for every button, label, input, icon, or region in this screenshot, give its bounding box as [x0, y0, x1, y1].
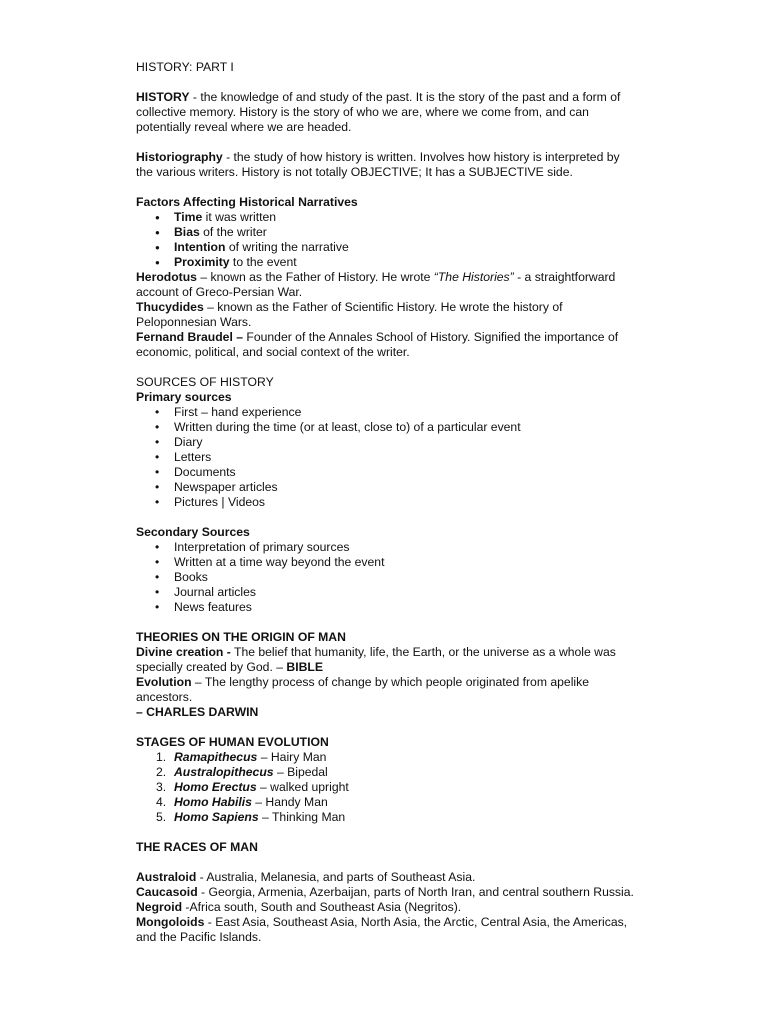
divine-text: The belief that humanity, life, the Earth, or the universe as a whole was specially created by God. – — [136, 645, 616, 674]
factor-text: of the writer — [199, 225, 267, 239]
stage-desc: – walked upright — [256, 780, 349, 794]
stage-desc: – Handy Man — [251, 795, 328, 809]
document-body — [136, 60, 636, 945]
race-name: Australoid — [136, 870, 197, 884]
stage-name: Homo Habilis — [174, 795, 252, 809]
stage-desc: – Hairy Man — [257, 750, 327, 764]
list-item: • Books — [136, 570, 636, 585]
historian-braudel — [136, 330, 636, 360]
historiography-term: Historiography — [136, 150, 223, 164]
factor-text: to the event — [229, 255, 297, 269]
list-item: • Journal articles — [136, 585, 636, 600]
list-item: • Diary — [136, 435, 636, 450]
history-term: HISTORY — [136, 90, 190, 104]
historian-text: Founder of the Annales School of History. Signified the importance of economic, political, and social context of the writer. — [136, 330, 619, 359]
historiography-definition — [136, 150, 636, 180]
divine-creation-definition — [136, 645, 636, 675]
list-item: • Written at a time way beyond the event — [136, 555, 636, 570]
factors-list — [136, 210, 636, 270]
race-caucasoid — [136, 885, 636, 900]
stage-desc: – Bipedal — [273, 765, 328, 779]
list-item: • News features — [136, 600, 636, 615]
race-desc: - Australia, Melanesia, and parts of Southeast Asia. — [196, 870, 476, 884]
race-negroid — [136, 900, 636, 915]
factor-term: Bias — [174, 225, 200, 239]
list-item — [136, 765, 636, 780]
list-item: • Documents — [136, 465, 636, 480]
list-number: 5. — [156, 810, 167, 824]
races-heading: THE RACES OF MAN — [136, 840, 258, 854]
list-item — [136, 750, 636, 765]
list-item — [136, 780, 636, 795]
evolution-text: – The lengthy process of change by which people originated from apelike ancestors. — [136, 675, 589, 704]
race-name: Negroid — [136, 900, 183, 914]
historian-text: – known as the Father of Scientific History. He wrote the history of Peloponnesian Wars. — [136, 300, 563, 329]
list-number: 2. — [156, 765, 167, 779]
historian-name: Thucydides — [136, 300, 204, 314]
race-desc: -Africa south, South and Southeast Asia (Negritos). — [182, 900, 462, 914]
stage-name: Homo Erectus — [174, 780, 257, 794]
list-item — [136, 795, 636, 810]
evolution-source: – CHARLES DARWIN — [136, 705, 259, 719]
factor-text: of writing the narrative — [225, 240, 349, 254]
list-item: • Pictures | Videos — [136, 495, 636, 510]
theories-heading: THEORIES ON THE ORIGIN OF MAN — [136, 630, 346, 644]
secondary-sources-list — [136, 540, 636, 615]
historian-text: - a straightforward account of Greco-Persian War. — [136, 270, 616, 299]
list-item — [136, 240, 636, 255]
list-item — [136, 810, 636, 825]
list-item — [136, 255, 636, 270]
divine-term: Divine creation - — [136, 645, 231, 659]
historian-herodotus — [136, 270, 636, 300]
evolution-term: Evolution — [136, 675, 192, 689]
factor-text: it was written — [202, 210, 277, 224]
document-title: HISTORY: PART I — [136, 60, 234, 74]
historian-text: – known as the Father of History. He wrote — [196, 270, 434, 284]
race-australoid — [136, 870, 636, 885]
factor-term: Time — [174, 210, 203, 224]
history-definition — [136, 90, 636, 135]
factors-heading: Factors Affecting Historical Narratives — [136, 195, 358, 209]
stage-desc: – Thinking Man — [258, 810, 346, 824]
factor-term: Intention — [174, 240, 226, 254]
list-item — [136, 225, 636, 240]
list-number: 1. — [156, 750, 167, 764]
list-item: • First – hand experience — [136, 405, 636, 420]
stage-name: Homo Sapiens — [174, 810, 259, 824]
stages-heading: STAGES OF HUMAN EVOLUTION — [136, 735, 329, 749]
stage-name: Ramapithecus — [174, 750, 258, 764]
race-name: Mongoloids — [136, 915, 205, 929]
race-desc: - East Asia, Southeast Asia, North Asia, the Arctic, Central Asia, the Americas, and the Pacific Islands. — [136, 915, 628, 944]
evolution-definition — [136, 675, 636, 705]
sources-title: SOURCES OF HISTORY — [136, 375, 274, 389]
primary-sources-heading: Primary sources — [136, 390, 232, 404]
historian-name: Fernand Braudel – — [136, 330, 244, 344]
historiography-text: - the study of how history is written. Involves how history is interpreted by the various writers. History is not totally OBJECTIVE; It has a SUBJECTIVE side. — [136, 150, 620, 179]
history-text: - the knowledge of and study of the past. It is the story of the past and a form of collective memory. History is the story of who we are, where we come from, and can potentially reveal where we are headed. — [136, 90, 621, 134]
factor-term: Proximity — [174, 255, 230, 269]
list-number: 3. — [156, 780, 167, 794]
race-name: Caucasoid — [136, 885, 198, 899]
secondary-sources-heading: Secondary Sources — [136, 525, 250, 539]
stages-list — [136, 750, 636, 825]
list-item: • Written during the time (or at least, close to) of a particular event — [136, 420, 636, 435]
historian-thucydides — [136, 300, 636, 330]
historian-name: Herodotus — [136, 270, 197, 284]
list-item: • Newspaper articles — [136, 480, 636, 495]
historian-work: “The Histories” — [433, 270, 514, 284]
list-item: • Interpretation of primary sources — [136, 540, 636, 555]
primary-sources-list — [136, 405, 636, 510]
divine-source: BIBLE — [286, 660, 323, 674]
list-item — [136, 210, 636, 225]
list-number: 4. — [156, 795, 167, 809]
list-item: • Letters — [136, 450, 636, 465]
race-mongoloids — [136, 915, 636, 945]
stage-name: Australopithecus — [174, 765, 274, 779]
race-desc: - Georgia, Armenia, Azerbaijan, parts of North Iran, and central southern Russia. — [197, 885, 634, 899]
